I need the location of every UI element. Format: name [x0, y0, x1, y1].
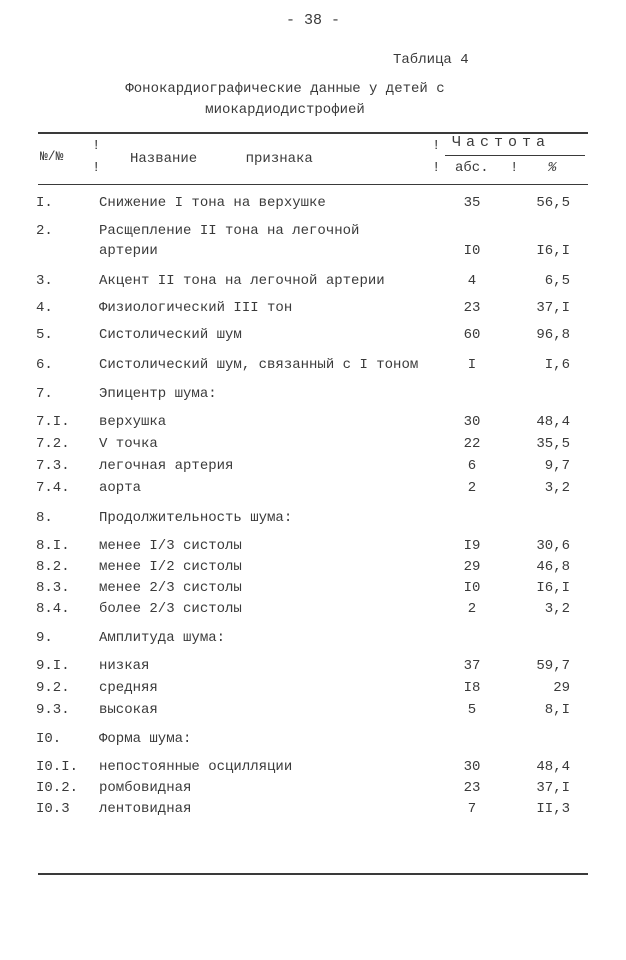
row-absolute: 30 — [463, 759, 481, 775]
row-number: 9.2. — [36, 680, 70, 696]
row-number: 5. — [36, 327, 53, 343]
row-name: низкая — [99, 658, 150, 674]
row-absolute: 30 — [463, 414, 481, 430]
table-label: Таблица 4 — [393, 52, 469, 68]
row-name: легочная артерия — [99, 458, 234, 474]
row-name: Продолжительность шума: — [99, 510, 293, 526]
row-name: средняя — [99, 680, 158, 696]
table-row — [0, 658, 626, 680]
header-frequency: Частота — [452, 134, 551, 151]
row-number: I. — [36, 195, 53, 211]
row-name: менее I/3 систолы — [99, 538, 242, 554]
row-percent: 30,6 — [536, 538, 570, 554]
row-absolute: 2 — [467, 480, 477, 496]
row-number: 2. — [36, 223, 53, 239]
header-frequency-rule — [445, 155, 585, 156]
row-percent: I,6 — [544, 357, 570, 373]
table-row — [0, 801, 626, 823]
row-percent: 59,7 — [536, 658, 570, 674]
row-absolute: 35 — [463, 195, 481, 211]
row-number: 3. — [36, 273, 53, 289]
table-row — [0, 327, 626, 349]
row-absolute: 6 — [467, 458, 477, 474]
row-name: менее I/2 систолы — [99, 559, 242, 575]
row-name: менее 2/3 систолы — [99, 580, 242, 596]
row-percent: 6,5 — [544, 273, 570, 289]
row-percent: 29 — [553, 680, 570, 696]
row-name: верхушка — [99, 414, 167, 430]
row-percent: I6,I — [536, 580, 570, 596]
row-number: 7. — [36, 386, 53, 402]
table-row — [0, 630, 626, 652]
row-absolute: I0 — [463, 580, 481, 596]
row-percent: I6,I — [536, 243, 570, 259]
row-absolute: 4 — [467, 273, 477, 289]
row-name: V точка — [99, 436, 158, 452]
header-separator: ! — [510, 160, 519, 176]
row-percent: 48,4 — [536, 414, 570, 430]
row-percent: 48,4 — [536, 759, 570, 775]
row-percent: 96,8 — [536, 327, 570, 343]
row-absolute: I8 — [463, 680, 481, 696]
header-name: Название признака — [130, 151, 313, 167]
row-absolute: 37 — [463, 658, 481, 674]
row-name-continued: артерии — [99, 243, 158, 259]
table-title-line2: миокардиодистрофией — [205, 102, 365, 118]
row-name: высокая — [99, 702, 158, 718]
row-percent: 3,2 — [544, 480, 570, 496]
table-row — [0, 780, 626, 802]
row-absolute: 7 — [467, 801, 477, 817]
row-number: 7.4. — [36, 480, 70, 496]
row-absolute: I9 — [463, 538, 481, 554]
header-separator: ! — [92, 160, 101, 176]
row-number: 9.I. — [36, 658, 70, 674]
row-number: 8.3. — [36, 580, 70, 596]
row-name: аорта — [99, 480, 142, 496]
table-row — [0, 538, 626, 560]
row-number: I0. — [36, 731, 62, 747]
row-absolute: 5 — [467, 702, 477, 718]
table-row — [0, 195, 626, 217]
table-title — [90, 79, 480, 121]
row-percent: 3,2 — [544, 601, 570, 617]
table-row — [0, 601, 626, 623]
table-row — [0, 436, 626, 458]
row-name: Акцент II тона на легочной артерии — [99, 273, 385, 289]
row-number: I0.I. — [36, 759, 79, 775]
table-row — [0, 273, 626, 295]
row-percent: 56,5 — [536, 195, 570, 211]
row-percent: 8,I — [544, 702, 570, 718]
table-row — [0, 702, 626, 724]
row-number: I0.2. — [36, 780, 79, 796]
row-name: Эпицентр шума: — [99, 386, 217, 402]
table-row — [0, 223, 626, 259]
row-number: 7.3. — [36, 458, 70, 474]
row-number: 9.3. — [36, 702, 70, 718]
header-percent: % — [548, 160, 557, 176]
table-row — [0, 300, 626, 322]
table-row — [0, 386, 626, 408]
table-bottom-rule — [38, 873, 588, 875]
header-separator: ! — [92, 138, 101, 154]
table-row — [0, 580, 626, 602]
row-percent: 37,I — [536, 300, 570, 316]
row-name: непостоянные осцилляции — [99, 759, 293, 775]
table-row — [0, 731, 626, 753]
row-percent: II,3 — [536, 801, 570, 817]
row-name: Расщепление II тона на легочной — [99, 223, 360, 239]
row-number: 4. — [36, 300, 53, 316]
row-number: I0.3 — [36, 801, 70, 817]
row-percent: 46,8 — [536, 559, 570, 575]
row-absolute: I — [467, 357, 477, 373]
row-number: 7.I. — [36, 414, 70, 430]
row-name: Систолический шум, связанный с I тоном — [99, 357, 419, 373]
row-percent: 35,5 — [536, 436, 570, 452]
row-absolute: 23 — [463, 780, 481, 796]
table-row — [0, 458, 626, 480]
row-number: 8. — [36, 510, 53, 526]
page-number: - 38 - — [285, 12, 340, 29]
row-number: 8.4. — [36, 601, 70, 617]
row-name: лентовидная — [99, 801, 192, 817]
table-row — [0, 510, 626, 532]
row-name: Амплитуда шума: — [99, 630, 226, 646]
row-absolute: I0 — [463, 243, 481, 259]
row-absolute: 23 — [463, 300, 481, 316]
row-number: 8.I. — [36, 538, 70, 554]
row-name: более 2/3 систолы — [99, 601, 242, 617]
row-absolute: 2 — [467, 601, 477, 617]
row-percent: 37,I — [536, 780, 570, 796]
row-absolute: 60 — [463, 327, 481, 343]
row-number: 8.2. — [36, 559, 70, 575]
row-absolute: 29 — [463, 559, 481, 575]
row-name: Форма шума: — [99, 731, 192, 747]
row-number: 6. — [36, 357, 53, 373]
header-absolute: абс. — [455, 160, 489, 176]
table-row — [0, 559, 626, 581]
row-name: ромбовидная — [99, 780, 192, 796]
table-row — [0, 480, 626, 502]
table-row — [0, 414, 626, 436]
header-number: №/№ — [40, 149, 64, 164]
table-row — [0, 759, 626, 781]
header-separator: ! — [432, 160, 441, 176]
row-number: 7.2. — [36, 436, 70, 452]
table-row — [0, 357, 626, 379]
row-name: Физиологический III тон — [99, 300, 293, 316]
row-number: 9. — [36, 630, 53, 646]
table-row — [0, 680, 626, 702]
row-absolute: 22 — [463, 436, 481, 452]
table-header-rule — [38, 184, 588, 185]
row-percent: 9,7 — [544, 458, 570, 474]
table-title-line1: Фонокардиографические данные у детей с — [125, 81, 445, 97]
header-separator: ! — [432, 138, 441, 154]
row-name: Систолический шум — [99, 327, 242, 343]
row-name: Снижение I тона на верхушке — [99, 195, 326, 211]
